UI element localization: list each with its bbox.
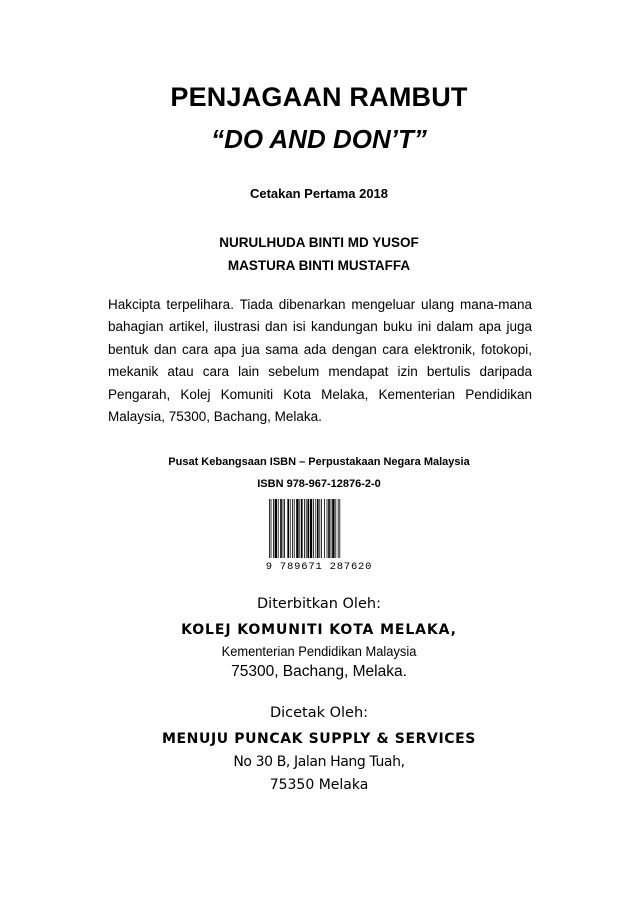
isbn-agency: Pusat Kebangsaan ISBN – Perpustakaan Negara Malaysia (168, 456, 470, 468)
barcode-bar (292, 499, 293, 561)
barcode-bar (313, 499, 314, 561)
barcode-bar (269, 499, 270, 561)
barcode-bar (284, 499, 285, 561)
barcode-bar (339, 499, 340, 561)
barcode-bar (283, 499, 284, 561)
barcode-bar (307, 499, 309, 561)
barcode-bar (280, 499, 282, 561)
isbn-barcode (263, 497, 375, 573)
book-title: PENJAGAAN RAMBUT (170, 82, 468, 112)
barcode-bar (273, 499, 274, 561)
edition-note: Cetakan Pertama 2018 (249, 186, 389, 201)
barcode-bars (269, 499, 340, 561)
book-subtitle: “DO AND DON’T” (211, 124, 427, 154)
barcode-bar (315, 499, 316, 561)
printer-street: No 30 B, Jalan Hang Tuah, (233, 754, 405, 770)
barcode-bar (335, 499, 336, 561)
barcode-bar (321, 499, 322, 561)
barcode-bar (301, 499, 303, 561)
printer-city: 75350 Melaka (269, 777, 369, 793)
publisher-name: KOLEJ KOMUNITI KOTA MELAKA, (181, 622, 457, 638)
barcode-digits: 9 789671 287620 (265, 561, 373, 573)
barcode-bar (332, 499, 334, 561)
barcode-bar (290, 499, 291, 561)
barcode-bar (296, 499, 298, 561)
printer-name: MENUJU PUNCAK SUPPLY & SERVICES (161, 731, 476, 747)
publisher-address: 75300, Bachang, Melaka. (231, 663, 407, 680)
printer-heading: Dicetak Oleh: (269, 705, 369, 721)
barcode-bar (304, 499, 305, 561)
publisher-heading: Diterbitkan Oleh: (257, 596, 381, 612)
publisher-ministry: Kementerian Pendidikan Malaysia (221, 643, 417, 659)
barcode-bar (271, 499, 272, 561)
barcode-bar (287, 499, 289, 561)
isbn-number: ISBN 978-967-12876-2-0 (257, 478, 381, 490)
barcode-bar (299, 499, 300, 561)
barcode-bar (275, 499, 277, 561)
author-name: MASTURA BINTI MUSTAFFA (227, 258, 411, 273)
barcode-bar (319, 499, 320, 561)
barcode-bar (324, 499, 325, 561)
barcode-bar (278, 499, 279, 561)
barcode-bar (327, 499, 328, 561)
copyright-notice: Hakcipta terpelihara. Tiada dibenarkan mengeluar ulang mana-mana bahagian artikel, ilustrasi dan isi kandungan buku ini dalam apa juga bentuk dan cara apa jua sama ada dengan cara elektronik, fotokopi, mekanik atau cara lain sebelum mendapat izin bertulis daripada Pengarah, Kolej Komuniti Kota Melaka, Kementerian Pendidikan Malaysia, 75300, Bachang, Melaka. (108, 297, 532, 425)
barcode-bar (328, 499, 330, 561)
barcode-bar (310, 499, 312, 561)
barcode-bar (338, 499, 339, 561)
author-name: NURULHUDA BINTI MD YUSOF (219, 235, 419, 250)
barcode-bar (294, 499, 295, 561)
barcode-bar (331, 499, 332, 561)
barcode-bar (317, 499, 319, 561)
barcode-bar (306, 499, 307, 561)
